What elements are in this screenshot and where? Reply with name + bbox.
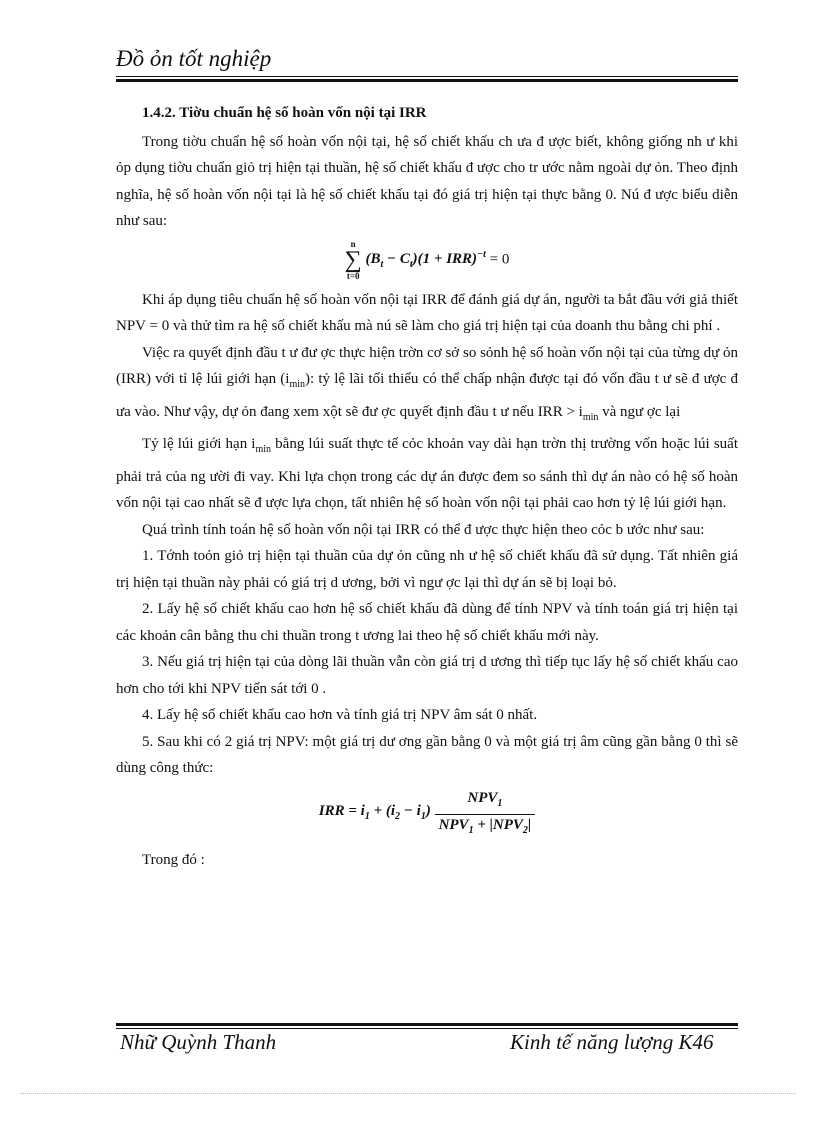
- page-header-title: Đồ ỏn tốt nghiệp: [116, 46, 272, 71]
- step-5: 5. Sau khi có 2 giá trị NPV: một giá trị dư ơng gần bằng 0 và một giá trị âm cũng gần bằng 0 thì sẽ dùng công thức:: [116, 733, 738, 776]
- paragraph: [116, 431, 738, 517]
- formula-c-sub: t: [409, 258, 413, 270]
- formula2-i1b-sub: 1: [420, 810, 426, 822]
- irr-interpolation-formula: [116, 788, 738, 841]
- formula2-minus: − i: [400, 802, 421, 819]
- sum-upper: n: [350, 238, 356, 249]
- formula2-denominator: $NPV_1 + |NPV_2|$: [438, 816, 532, 836]
- step-1: 1. Tớnh toỏn giỏ trị hiện tại thuần của dự ỏn cũng nh ư hệ số chiết khấu đã sử dụng. Tất nhiên giá trị hiện tại thuần này phải có giá trị d ương, bởi vì ngư ợc lại thì dự án sẽ bị loại bỏ.: [116, 548, 738, 591]
- step-3: 3. Nếu giá trị hiện tại của dòng lãi thuần vẫn còn giá trị d ương thì tiếp tục lấy hệ số chiết khấu cao hơn cho tới khi NPV tiến sát tới 0 .: [116, 654, 738, 697]
- document-body: [116, 100, 738, 873]
- footer-author: Nhữ Quỳnh Thanh: [120, 1030, 277, 1054]
- formula2-fraction: [435, 788, 536, 841]
- formula2-close: ): [425, 802, 431, 819]
- text-run: Tỷ lệ lúi giới hạn i: [142, 436, 256, 452]
- header-rule-thin: [116, 76, 738, 77]
- paragraph: Trong tiờu chuẩn hệ số hoàn vốn nội tại, hệ số chiết khấu ch ưa đ ược biết, không giống nh ư khi ỏp dụng tiờu chuẩn giỏ trị hiện tại thuần, hệ số chiết khấu đ ược cho tr ước nằm ngoài dự ỏn. Theo định nghĩa, hệ số hoàn vốn nội tại là hệ số chiết khấu tại đó giá trị hiện tại thực bằng 0. Nú đ ược biểu diễn như sau:: [116, 133, 738, 229]
- formula2-i1-sub: 1: [364, 810, 370, 822]
- imin-sub: min: [582, 411, 599, 423]
- text-run: ): tỷ lệ lãi tối thiểu có thể chấp nhận được tại đó vốn đầu t ư sẽ đ ược đ ưa vào. Như vậy, dự ỏn đang xem xột sẽ đư ợc quyết định đầu t ư nếu IRR > i: [116, 371, 738, 420]
- footer-course: Kinh tế năng lượng K46: [510, 1030, 714, 1054]
- formula-equals-zero: = 0: [489, 250, 510, 267]
- step-4: 4. Lấy hệ số chiết khấu cao hơn và tính giá trị NPV âm sát 0 nhất.: [142, 707, 538, 723]
- paragraph: Quá trình tính toán hệ số hoàn vốn nội tại IRR có thể đ ược thực hiện theo cỏc b ước như sau:: [142, 521, 705, 538]
- formula-irr-term: )(1 + IRR): [412, 250, 478, 267]
- text-run: Việc ra quyết định đầu t ư đư ợc thực hiện trờn cơ sở so sỏnh hệ số hoàn vốn nội tại của từng dự ỏn (IRR) với tỉ lệ lúi giới hạn (i: [116, 344, 738, 387]
- footer-rule-thin: [116, 1028, 738, 1029]
- sum-lower: t=0: [346, 270, 360, 281]
- sum-sigma: ∑: [344, 246, 362, 273]
- formula2-numerator: $NPV_1$: [435, 788, 536, 815]
- footer-rule-thick: [116, 1023, 738, 1026]
- formula2-i2-sub: 2: [395, 810, 401, 822]
- text-run: bằng lúi suất thực tế cỏc khoản vay dài hạn trờn thị trường vốn hoặc lúi suất phải trả của ng ười đi vay. Khi lựa chọn trong các dự án được đem so sánh thì dự án nào có hệ số hoàn vốn nội tại cao nhất sẽ đ ược lựa chọn, tất nhiên hệ số hoàn vốn nội tại phải cao hơn tỷ lệ lúi giới hạn.: [116, 436, 738, 511]
- paragraph: Khi áp dụng tiêu chuẩn hệ số hoàn vốn nội tại IRR để đánh giá dự án, người ta bắt đầu với giả thiết NPV = 0 và thử tìm ra hệ số chiết khấu mà nú sẽ làm cho giá trị hiện tại của doanh thu bằng chi phí .: [116, 291, 738, 334]
- formula2-lhs: IRR = i: [318, 802, 365, 819]
- formula-b-term: (B: [365, 250, 381, 267]
- formula-exponent: −t: [477, 248, 486, 260]
- formula2-plus: + (i: [369, 802, 396, 819]
- imin-sub: min: [255, 444, 272, 455]
- irr-definition-formula: [116, 239, 738, 281]
- text-run: và ngư ợc lại: [598, 403, 681, 420]
- formula-c-term: − C: [383, 250, 410, 267]
- section-heading: 1.4.2. Tiờu chuẩn hệ số hoàn vốn nội tại IRR: [142, 105, 427, 121]
- page-bottom-dotted-line: [20, 1093, 796, 1094]
- imin-sub: min: [289, 379, 306, 390]
- formula-b-sub: t: [380, 258, 384, 270]
- step-2: 2. Lấy hệ số chiết khấu cao hơn hệ số chiết khấu đã dùng để tính NPV và tính toán giá trị hiện tại các khoản cân bằng thu chi thuần trong t ương lai theo hệ số chiết khấu mới này.: [116, 601, 738, 644]
- paragraph: [116, 340, 738, 432]
- header-rule-thick: [116, 79, 738, 82]
- paragraph: Trong đó :: [142, 851, 205, 868]
